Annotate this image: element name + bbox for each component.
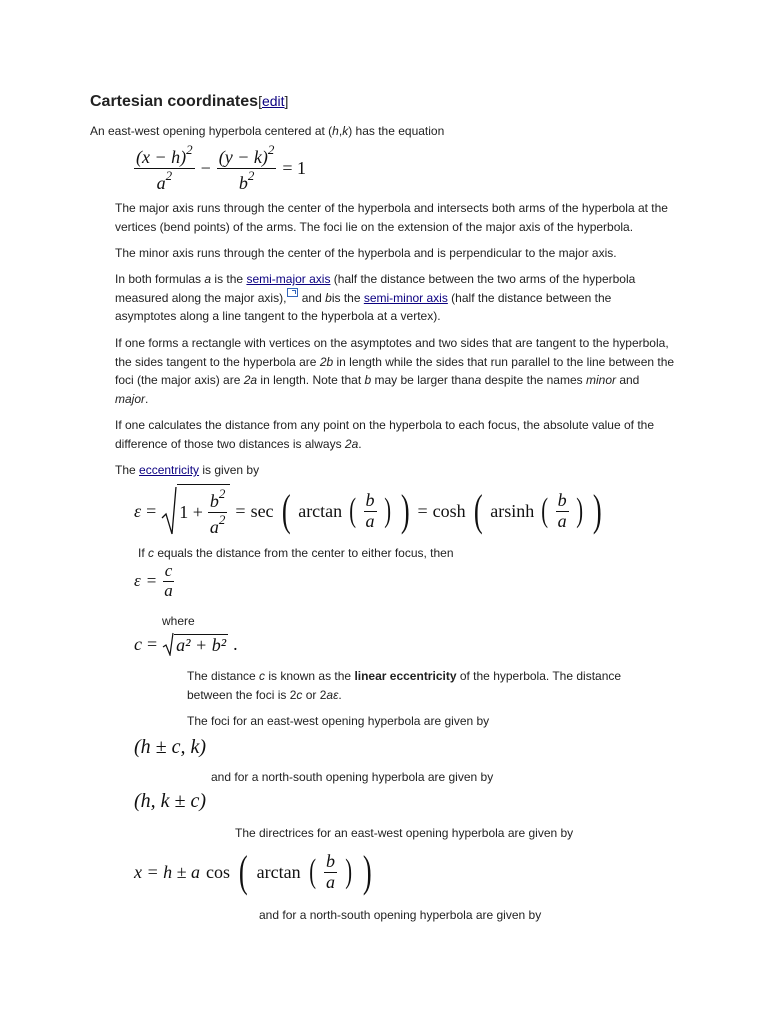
eq1-minus: −	[200, 157, 211, 178]
eq1-frac-y	[217, 143, 277, 194]
eq2-paren-open2: (	[349, 492, 357, 529]
eq2-paren-close1: )	[400, 486, 410, 535]
eq1-num1: (x − h)	[136, 147, 187, 167]
eq2-paren-close2: )	[383, 492, 391, 529]
p4-t1: If one forms a rectangle with vertices on the asymptotes and two sides that are tangent to the hyperbola, the sides tangent to the hyperbola are	[115, 336, 669, 369]
p5-t2: .	[358, 436, 362, 451]
foci-ew-equation: (h ± c, k)	[134, 736, 207, 758]
p7-t1: If	[138, 546, 149, 560]
p9-t1: The distance	[187, 669, 260, 683]
eq1-sq1: 2	[186, 142, 193, 157]
eq1-num2: (y − k)	[218, 147, 268, 167]
edit-bracket-close: ]	[284, 93, 289, 109]
eq2-paren-close3: )	[592, 486, 602, 535]
eq2-one-plus: 1 +	[179, 502, 203, 522]
eq2-cosh: cosh	[432, 500, 466, 521]
p3-t6: (half the distance between the asymptotes along a line tangent to the hyperbola at a vertex).	[115, 290, 612, 323]
eq1-sq2: 2	[165, 167, 173, 183]
directrices-ew-equation	[134, 846, 375, 898]
p6-t2: is given by	[199, 463, 260, 477]
eq3-e: ε	[134, 571, 141, 591]
eq7-paren-close1: )	[363, 847, 373, 896]
hyperbola-equation	[134, 143, 306, 194]
eq2-frac-ba2	[556, 491, 569, 532]
eq2-frac-ba1	[364, 491, 377, 532]
paragraph-where: where	[162, 614, 195, 628]
p3-t1: In both formulas	[115, 272, 205, 286]
eccentricity-equation	[134, 484, 605, 538]
p6-t1: The	[115, 463, 140, 477]
paragraph-distance	[115, 416, 675, 453]
paragraph-minor-axis: The minor axis runs through the center of the hyperbola and is perpendicular to the major axis.	[115, 246, 617, 260]
intro-text	[90, 122, 444, 141]
paragraph-directrices-ew: The directrices for an east-west opening hyperbola are given by	[235, 826, 574, 840]
intro-comma: ,	[338, 124, 343, 138]
p7-t2: equals the distance from the center to either focus, then	[154, 546, 454, 560]
p5-t1: If one calculates the distance from any point on the hyperbola to each focus, the absolute value of the difference of those two distances is always	[115, 418, 655, 451]
p4-t7: .	[145, 391, 149, 406]
eq2-equals1: =	[146, 500, 157, 521]
p9-t3: of the hyperbola. The distance between the foci is 2	[187, 669, 622, 702]
p4-t2: in length while the sides that run parallel to the line between the foci (the major axis) are	[115, 354, 675, 387]
p4-t5: despite the names	[481, 373, 586, 387]
p9-c2: c	[296, 687, 303, 702]
eq2-sq1: 2	[218, 486, 226, 502]
eq3-c: c	[164, 561, 173, 580]
semi-minor-axis-link[interactable]: semi-minor axis	[363, 290, 448, 305]
p9-bold: linear eccentricity	[354, 669, 457, 683]
eq4-sqrt	[162, 632, 228, 656]
p9-t2: is known as the	[265, 669, 355, 683]
edit-link[interactable]: edit	[261, 93, 285, 109]
paragraph-semi-axes	[115, 270, 675, 326]
p4-minor: minor	[585, 373, 616, 387]
p3-t5: is the	[331, 290, 364, 305]
eq2-a: a	[209, 517, 219, 537]
section-heading	[90, 93, 288, 111]
eq2-ba2-a: a	[557, 510, 567, 531]
paragraph-eccentricity	[115, 461, 259, 480]
p4-t4: may be larger than	[371, 373, 475, 387]
eq4-dot: .	[233, 633, 238, 654]
eq2-sq2: 2	[218, 512, 226, 527]
intro-after: ) has the equation	[348, 124, 445, 138]
p3-t3: (half the distance between the two arms of the hyperbola measured along the major axis),	[115, 272, 636, 305]
p9-ae: aε	[326, 687, 339, 702]
eq2-sec: sec	[250, 500, 274, 521]
eq1-sq3: 2	[267, 142, 275, 157]
paragraph-rectangle	[115, 334, 675, 408]
p3-a: a	[204, 272, 212, 286]
eq7-frac	[324, 852, 337, 893]
eq2-arsinh: arsinh	[490, 500, 535, 521]
paragraph-directrices-ns: and for a north-south opening hyperbola are given by	[259, 908, 542, 922]
linear-eccentricity-equation	[134, 632, 238, 656]
eq7-cos: cos	[206, 861, 231, 882]
section-title: Cartesian coordinates	[90, 93, 259, 110]
eq2-paren-open1: (	[281, 486, 291, 535]
eq1-den2: b	[238, 172, 248, 193]
paragraph-focus-distance	[138, 544, 454, 563]
eq2-equals3: =	[417, 500, 428, 521]
external-link-icon[interactable]	[287, 288, 298, 297]
eccentricity-ratio-equation	[134, 562, 175, 600]
paragraph-foci-ew: The foci for an east-west opening hyperbola are given by	[187, 714, 490, 728]
eccentricity-link[interactable]: eccentricity	[139, 463, 200, 477]
eq2-frac-b2a2	[208, 487, 228, 538]
radical-sign-icon	[161, 486, 177, 536]
p9-t5: .	[338, 687, 342, 702]
eq3-a: a	[164, 580, 173, 600]
eq2-ba2-b: b	[557, 489, 567, 510]
eq2-ba1-a: a	[365, 510, 375, 531]
p7-c: c	[148, 546, 155, 560]
intro-k: k	[342, 124, 349, 138]
eq2-ba1-b: b	[365, 489, 375, 510]
eq2-eps: ε	[134, 500, 142, 521]
sqrt-symbol	[161, 484, 230, 538]
edit-bracket-open: [	[258, 93, 262, 109]
eq7-lhs: x = h ± a	[134, 861, 201, 882]
eq2-b: b	[209, 491, 219, 512]
eq2-paren-close4: )	[575, 492, 583, 529]
eq3-frac	[162, 562, 175, 600]
p4-t3: in length. Note that	[257, 373, 365, 387]
semi-major-axis-link[interactable]: semi-major axis	[246, 272, 331, 286]
intro-h: h	[332, 124, 339, 138]
p9-c: c	[259, 669, 266, 683]
p9-t4: or 2	[302, 687, 327, 702]
paragraph-linear-eccentricity	[187, 667, 657, 704]
eq2-equals2: =	[235, 500, 246, 521]
eq4-c: c	[134, 633, 142, 654]
foci-ns-equation: (h, k ± c)	[134, 790, 207, 812]
eq1-equals: = 1	[282, 157, 307, 178]
p3-t4: and	[298, 290, 326, 305]
eq2-arctan: arctan	[298, 500, 343, 521]
eq2-paren-open4: (	[541, 492, 549, 529]
p4-t6: and	[616, 373, 640, 387]
eq1-sq4: 2	[247, 167, 255, 183]
eq7-paren-close2: )	[345, 853, 353, 890]
eq7-arctan: arctan	[256, 861, 301, 882]
p4-2b: 2b	[319, 354, 334, 369]
eq4-radicand: a² + b²	[176, 635, 227, 655]
intro-before: An east-west opening hyperbola centered at (	[90, 124, 333, 138]
paragraph-major-axis: The major axis runs through the center of the hyperbola and intersects both arms of the hyperbola at the vertices (bend points) of the arms. The foci lie on the extension of the major axis of the hyperbola.	[115, 201, 668, 234]
eq7-paren-open1: (	[238, 847, 248, 896]
p4-2a: 2a	[243, 373, 258, 387]
eq7-a: a	[325, 871, 335, 892]
eq4-equals: =	[147, 633, 158, 654]
eq2-paren-open3: (	[473, 486, 483, 535]
radical-sign-icon-2	[162, 632, 174, 656]
eq3-equals: =	[146, 571, 157, 591]
eq1-den1: a	[156, 172, 166, 193]
p3-b: b	[325, 290, 332, 305]
p4-a: a	[474, 373, 482, 387]
paragraph-foci-ns: and for a north-south opening hyperbola are given by	[211, 770, 494, 784]
p3-t2: is the	[211, 272, 247, 286]
eq7-b: b	[325, 850, 335, 871]
eq1-frac-x	[134, 143, 195, 194]
p5-2a: 2a	[344, 436, 359, 451]
p4-major: major	[115, 391, 146, 406]
p4-b: b	[364, 373, 372, 387]
eq7-paren-open2: (	[308, 853, 316, 890]
